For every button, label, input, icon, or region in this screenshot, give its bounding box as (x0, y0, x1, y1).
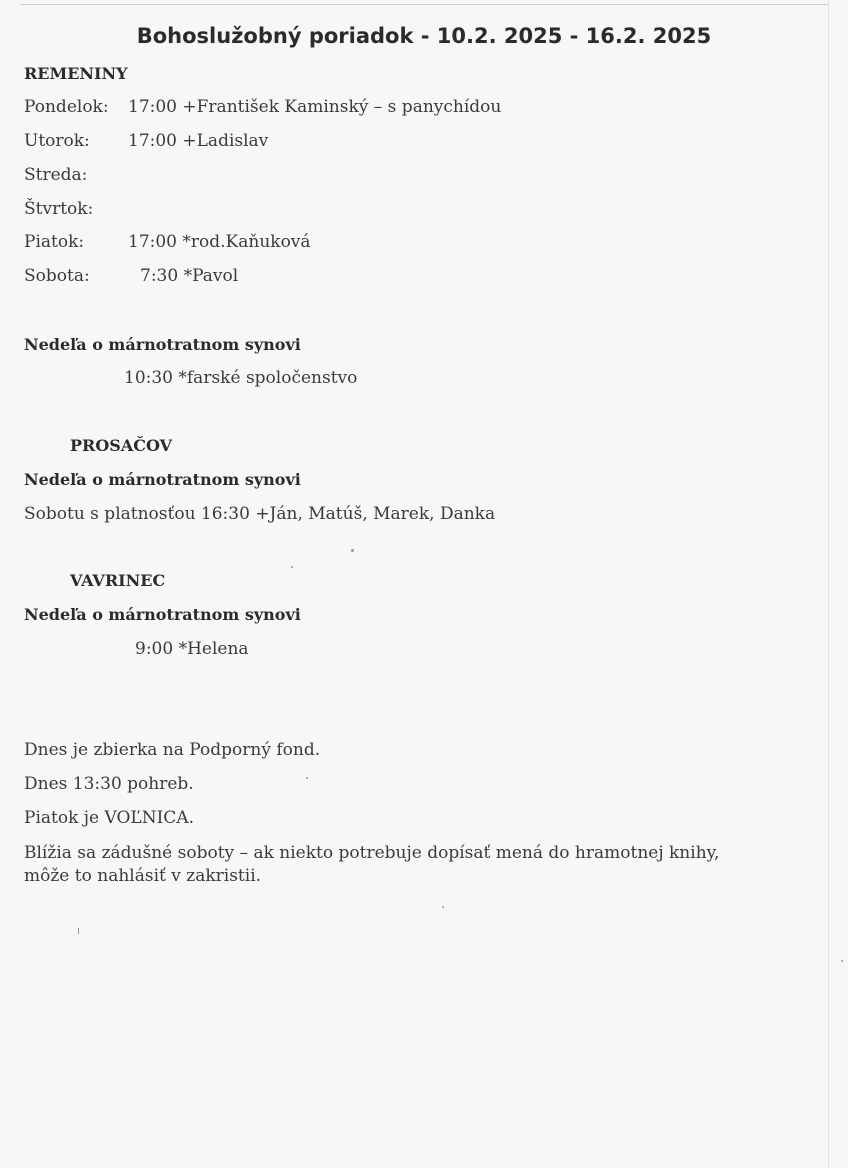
section-heading-prosacov: PROSAČOV (70, 436, 173, 455)
scan-speck (78, 928, 79, 934)
schedule-row (24, 232, 311, 252)
announcement: môže to nahlásiť v zakristii. (24, 866, 262, 886)
day-entry: 17:00 +František Kaminský – s panychídou (128, 97, 502, 117)
sunday-heading-remeniny: Nedeľa o márnotratnom synovi (24, 335, 301, 354)
day-entry: 17:00 +Ladislav (128, 131, 269, 151)
announcement: Piatok je VOĽNICA. (24, 808, 194, 828)
scan-speck (351, 549, 354, 552)
day-entry: 17:00 *rod.Kaňuková (128, 232, 311, 252)
sunday-entry-remeniny: 10:30 *farské spoločenstvo (124, 368, 358, 388)
announcement: Blížia sa zádušné soboty – ak niekto potrebuje dopísať mená do hramotnej knihy, (24, 843, 720, 863)
day-label: Streda: (24, 165, 88, 185)
scan-speck (442, 906, 444, 908)
schedule-row (24, 131, 268, 151)
schedule-row (24, 97, 501, 117)
entry-prosacov: Sobotu s platnosťou 16:30 +Ján, Matúš, Marek, Danka (24, 504, 496, 524)
day-label: Piatok: (24, 232, 85, 252)
schedule-row (24, 165, 128, 185)
sunday-heading-vavrinec: Nedeľa o márnotratnom synovi (24, 605, 301, 624)
day-entry: 7:30 *Pavol (140, 266, 239, 286)
scan-edge-right (828, 0, 829, 1168)
day-label: Sobota: (24, 266, 90, 286)
scan-speck (306, 777, 308, 779)
entry-vavrinec: 9:00 *Helena (135, 639, 249, 659)
schedule-row (24, 199, 128, 219)
section-heading-remeniny: REMENINY (24, 64, 128, 83)
announcement: Dnes je zbierka na Podporný fond. (24, 740, 321, 760)
section-heading-vavrinec: VAVRINEC (70, 571, 166, 590)
scan-speck (841, 960, 843, 962)
announcement: Dnes 13:30 pohreb. (24, 774, 194, 794)
schedule-row (24, 266, 238, 286)
page-title: Bohoslužobný poriadok - 10.2. 2025 - 16.2. 2025 (136, 24, 712, 48)
day-label: Štvrtok: (24, 199, 94, 219)
sunday-heading-prosacov: Nedeľa o márnotratnom synovi (24, 470, 301, 489)
day-label: Utorok: (24, 131, 90, 151)
scan-speck (291, 566, 293, 568)
day-label: Pondelok: (24, 97, 109, 117)
scan-edge-top (20, 4, 828, 5)
